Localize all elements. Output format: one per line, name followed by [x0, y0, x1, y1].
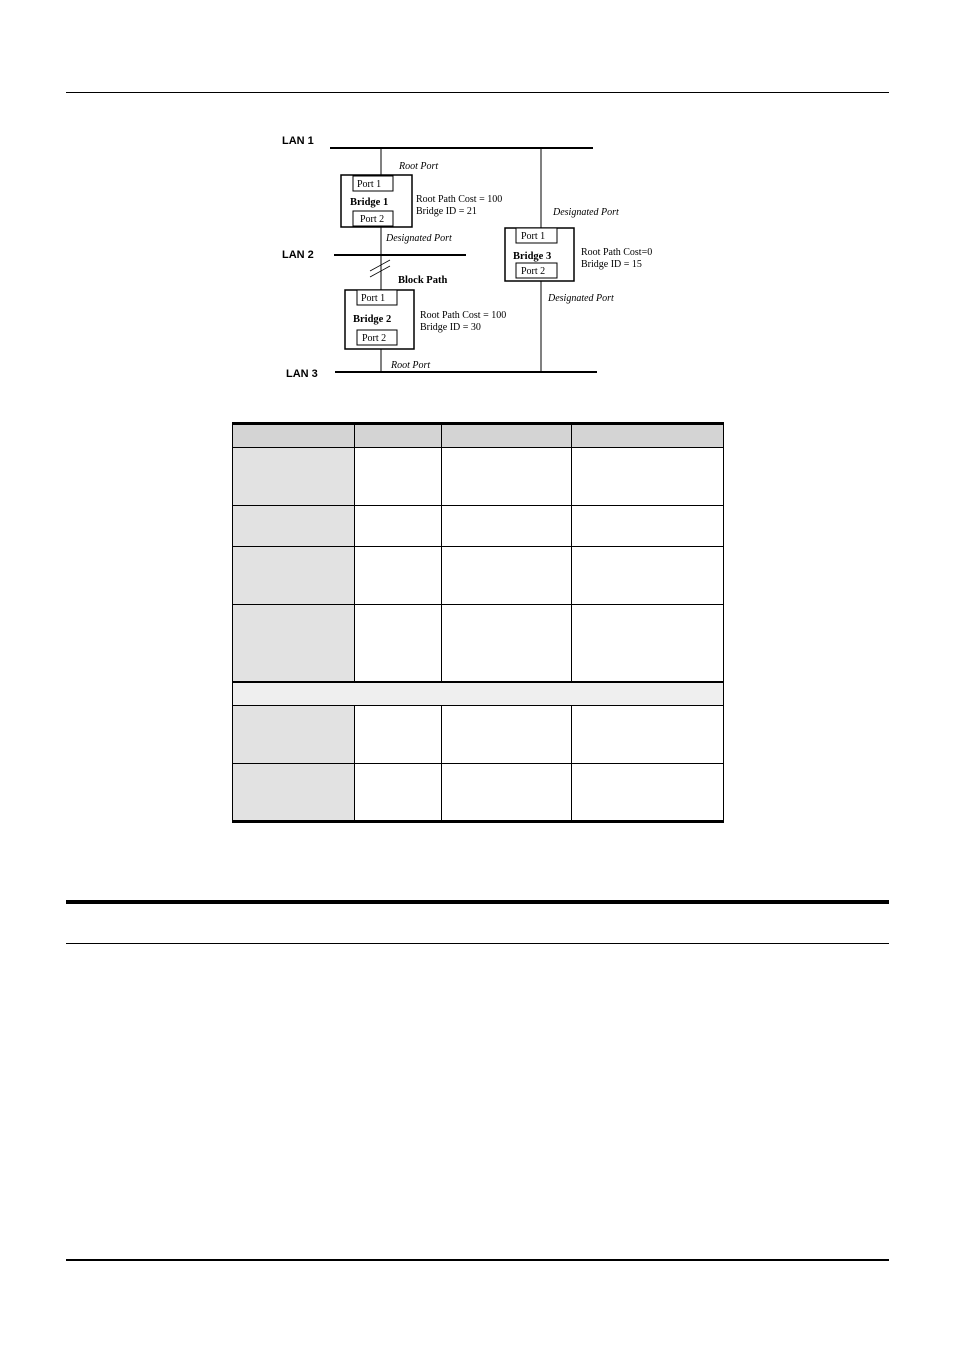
table-row: [233, 547, 724, 605]
bridge-1-cost: Root Path Cost = 100: [416, 194, 503, 205]
table-row: [233, 448, 724, 506]
bridge-1-root-port: Root Port: [399, 161, 439, 172]
bridge-2-root-port: Root Port: [391, 360, 431, 371]
bridge-1-port-2: Port 2: [360, 214, 385, 225]
table-row: [233, 605, 724, 682]
block-path-mark: [370, 260, 390, 277]
bridge-3-port-2: Port 2: [521, 266, 546, 277]
bridge-2-id: Bridge ID = 30: [420, 322, 481, 333]
bridge-3-cost: Root Path Cost=0: [581, 247, 653, 258]
bridge-2-port-1: Port 1: [361, 293, 386, 304]
table-row: [233, 763, 724, 821]
table-header-cell: [442, 424, 572, 448]
table-row: [233, 705, 724, 763]
bridge-2-name: Bridge 2: [353, 314, 392, 325]
bridge-3-designated-port-bottom: Designated Port: [548, 293, 614, 304]
bridge-2-cost: Root Path Cost = 100: [420, 310, 507, 321]
spanning-tree-table: [232, 422, 724, 823]
bridge-2-port-2: Port 2: [362, 333, 387, 344]
table-header-row: [233, 424, 724, 448]
bridge-1-name: Bridge 1: [350, 197, 389, 208]
bridge-3-designated-port-top: Designated Port: [553, 207, 619, 218]
lan1-label: LAN 1: [282, 135, 314, 147]
table-header-cell: [572, 424, 724, 448]
section-heading-rule: [66, 900, 889, 904]
bridge-1-port-1: Port 1: [357, 179, 382, 190]
bridge-3: [505, 228, 574, 281]
bridge-3-port-1: Port 1: [521, 231, 546, 242]
lan2-label: LAN 2: [282, 249, 314, 261]
bridge-3-id: Bridge ID = 15: [581, 259, 642, 270]
bridge-3-name: Bridge 3: [513, 251, 552, 262]
section-thin-rule: [66, 943, 889, 944]
spanning-tree-diagram: [0, 0, 954, 400]
lan3-label: LAN 3: [286, 368, 318, 380]
footer-rule: [66, 1259, 889, 1261]
block-path-label: Block Path: [398, 275, 448, 286]
table-section-row: [233, 682, 724, 706]
table-row: [233, 506, 724, 547]
table-header-cell: [355, 424, 442, 448]
table-header-cell: [233, 424, 355, 448]
bridge-1: [341, 175, 412, 227]
bridge-1-id: Bridge ID = 21: [416, 206, 477, 217]
bridge-1-designated-port: Designated Port: [386, 233, 452, 244]
bridge-2: [345, 290, 414, 349]
